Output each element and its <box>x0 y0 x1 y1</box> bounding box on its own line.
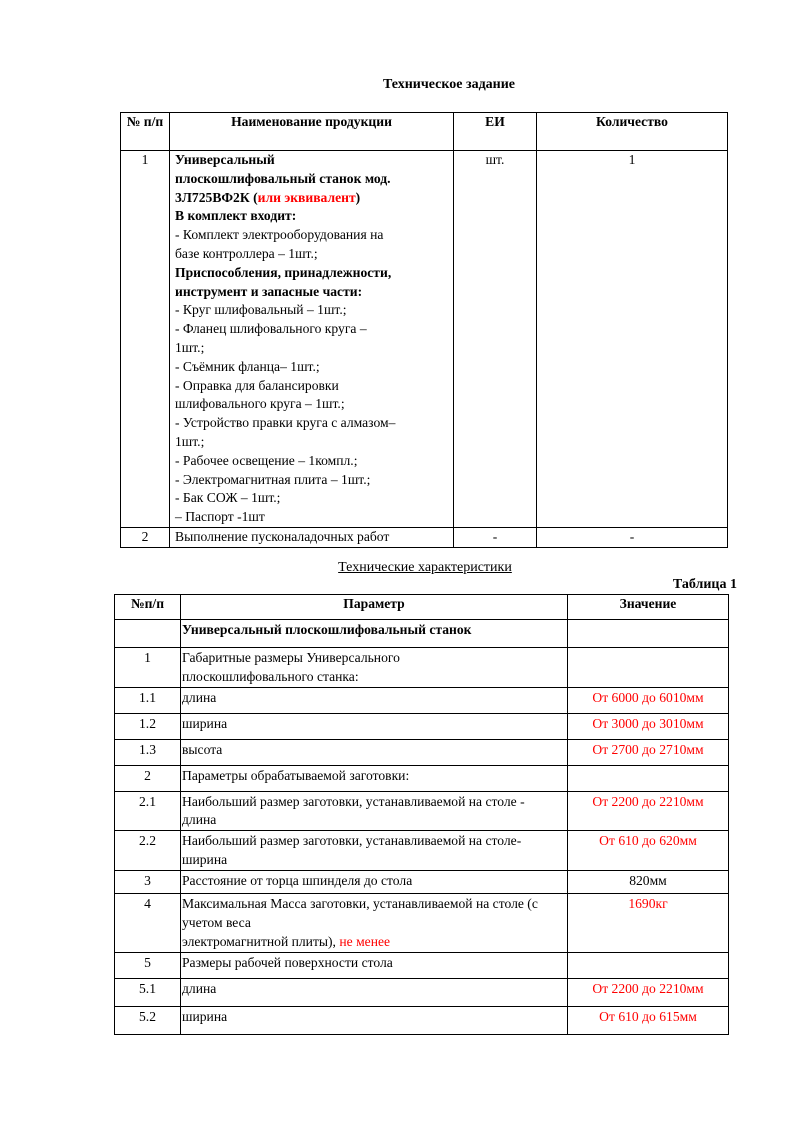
text-line: - Устройство правки круга с алмазом– <box>175 415 396 431</box>
product-name: Выполнение пусконаладочных работ <box>170 527 454 547</box>
text-line: 1шт.; <box>175 339 205 355</box>
parameter-cell: ширина <box>181 1007 568 1035</box>
header-unit: ЕИ <box>454 113 537 151</box>
product-title <box>175 151 448 207</box>
row-number: 2 <box>115 765 181 791</box>
table-label: Таблица 1 <box>672 577 737 592</box>
table-row <box>115 765 729 791</box>
table-row <box>115 620 729 648</box>
text-line <box>175 189 448 208</box>
param-text: электромагнитной плиты), <box>182 933 340 949</box>
paren: ) <box>355 189 361 205</box>
text-line: 1шт.; <box>175 433 205 449</box>
row-number: 1.3 <box>115 739 181 765</box>
text-line: базе контроллера – 1шт.; <box>175 245 318 261</box>
parameter-cell: высота <box>181 739 568 765</box>
value-cell <box>568 765 729 791</box>
value-cell: От 610 до 615мм <box>568 1007 729 1035</box>
text-line: – Паспорт -1шт <box>175 509 265 525</box>
accessories-heading: Приспособления, принадлежности, <box>175 264 392 280</box>
table-row <box>115 648 729 688</box>
row-number: 1 <box>121 151 170 528</box>
unit-cell: шт. <box>454 151 537 528</box>
table-header-row <box>121 113 728 151</box>
header-value: Значение <box>568 595 729 620</box>
table-row <box>115 953 729 979</box>
value-cell: От 2200 до 2210мм <box>568 791 729 831</box>
value-cell <box>568 953 729 979</box>
value-cell <box>568 648 729 688</box>
row-number: 4 <box>115 894 181 953</box>
parameter-cell: Расстояние от торца шпинделя до стола <box>181 871 568 894</box>
row-number: 2.2 <box>115 831 181 871</box>
text-line: - Комплект электрооборудования на <box>175 227 384 243</box>
header-parameter: Параметр <box>181 595 568 620</box>
equivalent-note: или эквивалент <box>257 189 356 205</box>
value-cell: От 3000 до 3010мм <box>568 713 729 739</box>
parameter-cell: Параметры обрабатываемой заготовки: <box>181 765 568 791</box>
value-cell: От 610 до 620мм <box>568 831 729 871</box>
row-number: 3 <box>115 871 181 894</box>
text-line: - Бак СОЖ – 1шт.; <box>175 490 281 506</box>
parameter-cell: Наибольший размер заготовки, устанавливаемой на столе- ширина <box>181 831 568 871</box>
product-description <box>170 151 454 528</box>
row-number: 1 <box>115 648 181 688</box>
table-row <box>115 871 729 894</box>
text-line: - Фланец шлифовального круга – <box>175 321 367 337</box>
value-cell: От 2700 до 2710мм <box>568 739 729 765</box>
text-line: - Рабочее освещение – 1компл.; <box>175 452 358 468</box>
section-subtitle: Технические характеристики <box>338 560 512 575</box>
table-row <box>115 739 729 765</box>
table-row <box>121 527 728 547</box>
products-table <box>120 112 728 548</box>
text-line: - Электромагнитная плита – 1шт.; <box>175 471 371 487</box>
text-line: Универсальный <box>175 152 275 167</box>
header-text: № п/п <box>126 114 164 129</box>
parameter-cell: Универсальный плоскошлифовальный станок <box>181 620 568 648</box>
text-line <box>182 933 566 952</box>
parameter-cell: Наибольший размер заготовки, устанавливаемой на столе - длина <box>181 791 568 831</box>
header-number <box>121 113 170 151</box>
text-line: - Круг шлифовальный – 1шт.; <box>175 302 347 318</box>
table-row <box>115 713 729 739</box>
header-quantity: Количество <box>537 113 728 151</box>
row-number <box>115 620 181 648</box>
value-cell: От 6000 до 6010мм <box>568 687 729 713</box>
table-row <box>115 894 729 953</box>
accessories-heading: инструмент и запасные части: <box>175 283 363 299</box>
row-number: 5.2 <box>115 1007 181 1035</box>
parameter-cell: длина <box>181 687 568 713</box>
header-number: №п/п <box>115 595 181 620</box>
text-line: - Съёмник фланца– 1шт.; <box>175 358 320 374</box>
text-line: - Оправка для балансировки <box>175 377 339 393</box>
row-number: 1.1 <box>115 687 181 713</box>
table-row <box>121 151 728 528</box>
model-text: 3Л725ВФ2К ( <box>175 189 258 205</box>
value-cell: 820мм <box>568 871 729 894</box>
parameter-cell: длина <box>181 979 568 1007</box>
parameter-cell: Размеры рабочей поверхности стола <box>181 953 568 979</box>
kit-heading: В комплект входит: <box>175 208 297 224</box>
header-name: Наименование продукции <box>170 113 454 151</box>
text-line: шлифовального круга – 1шт.; <box>175 396 345 412</box>
value-cell <box>568 620 729 648</box>
row-number: 5 <box>115 953 181 979</box>
table-row <box>115 1007 729 1035</box>
table-row <box>115 687 729 713</box>
specifications-table <box>114 594 729 1035</box>
row-number: 1.2 <box>115 713 181 739</box>
text-line: Максимальная Масса заготовки, устанавливаемой на столе (с учетом веса <box>182 896 538 930</box>
table-row <box>115 979 729 1007</box>
row-number: 2 <box>121 527 170 547</box>
document-title: Техническое задание <box>382 77 515 92</box>
unit-cell: - <box>454 527 537 547</box>
parameter-cell: ширина <box>181 713 568 739</box>
parameter-cell <box>181 894 568 953</box>
value-cell: От 2200 до 2210мм <box>568 979 729 1007</box>
table-row <box>115 831 729 871</box>
parameter-cell: Габаритные размеры Универсального плоскошлифовального станка: <box>181 648 568 688</box>
table-row <box>115 791 729 831</box>
value-cell: 1690кг <box>568 894 729 953</box>
row-number: 5.1 <box>115 979 181 1007</box>
row-number: 2.1 <box>115 791 181 831</box>
table-header-row <box>115 595 729 620</box>
minimum-note: не менее <box>339 933 391 949</box>
quantity-cell: - <box>537 527 728 547</box>
quantity-cell: 1 <box>537 151 728 528</box>
text-line: плоскошлифовальный станок мод. <box>175 170 391 186</box>
